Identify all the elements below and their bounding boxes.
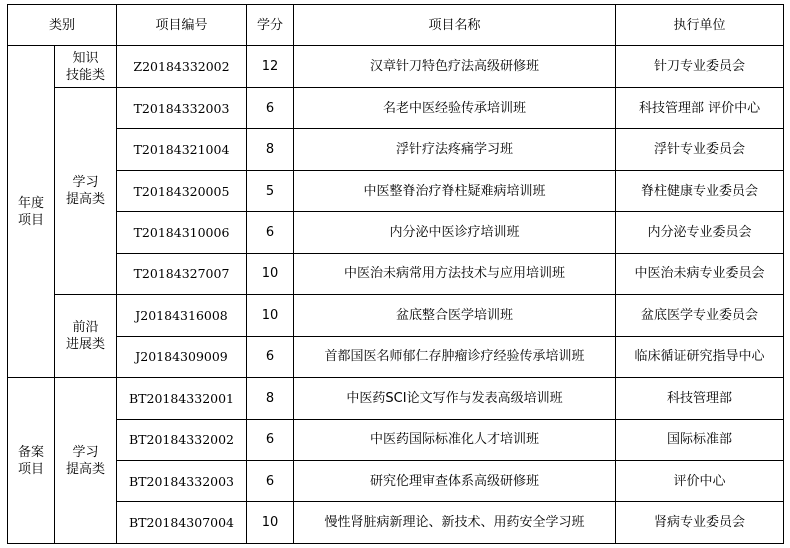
cell-name: 中医整脊治疗脊柱疑难病培训班 [294,170,616,211]
cell-credit: 6 [247,212,294,253]
table-row [8,87,784,128]
table-row [8,336,784,377]
cell-code: Z20184332002 [117,46,247,87]
cell-code: BT20184307004 [117,502,247,544]
cell-name: 研究伦理审查体系高级研修班 [294,460,616,501]
cell-credit: 6 [247,419,294,460]
table-row [8,253,784,294]
subcategory-frontier: 前沿 进展类 [55,295,117,378]
cell-code: T20184310006 [117,212,247,253]
table-row [8,212,784,253]
cell-code: T20184320005 [117,170,247,211]
cell-credit: 6 [247,87,294,128]
cell-credit: 6 [247,336,294,377]
header-credit: 学分 [247,5,294,46]
cell-unit: 国际标准部 [616,419,784,460]
cell-code: T20184332003 [117,87,247,128]
header-name: 项目名称 [294,5,616,46]
cell-unit: 针刀专业委员会 [616,46,784,87]
table-row [8,295,784,336]
cell-name: 盆底整合医学培训班 [294,295,616,336]
table-row [8,170,784,211]
group-filing: 备案 项目 [8,378,55,544]
cell-unit: 科技管理部 [616,378,784,419]
cell-name: 首都国医名师郁仁存肿瘤诊疗经验传承培训班 [294,336,616,377]
cell-code: BT20184332001 [117,378,247,419]
subcategory-knowledge: 知识 技能类 [55,46,117,87]
header-category: 类别 [8,5,117,46]
cell-credit: 10 [247,253,294,294]
cell-credit: 8 [247,378,294,419]
header-row [8,5,784,46]
cell-unit: 肾病专业委员会 [616,502,784,544]
cell-unit: 盆底医学专业委员会 [616,295,784,336]
cell-unit: 临床循证研究指导中心 [616,336,784,377]
cell-name: 慢性肾脏病新理论、新技术、用药安全学习班 [294,502,616,544]
cell-name: 内分泌中医诊疗培训班 [294,212,616,253]
cell-code: J20184316008 [117,295,247,336]
group-annual: 年度 项目 [8,46,55,378]
cell-credit: 5 [247,170,294,211]
subcategory-study: 学习 提高类 [55,378,117,544]
cell-credit: 8 [247,129,294,170]
cell-name: 浮针疗法疼痛学习班 [294,129,616,170]
table-row [8,129,784,170]
cell-unit: 评价中心 [616,460,784,501]
table-row [8,419,784,460]
cell-unit: 中医治未病专业委员会 [616,253,784,294]
cell-code: J20184309009 [117,336,247,377]
table-row [8,502,784,544]
cell-name: 汉章针刀特色疗法高级研修班 [294,46,616,87]
table-row [8,46,784,87]
subcategory-study: 学习 提高类 [55,87,117,294]
cell-credit: 12 [247,46,294,87]
cell-code: BT20184332002 [117,419,247,460]
cell-credit: 10 [247,502,294,544]
cell-code: BT20184332003 [117,460,247,501]
cell-name: 中医治未病常用方法技术与应用培训班 [294,253,616,294]
cell-name: 中医药国际标准化人才培训班 [294,419,616,460]
cell-unit: 脊柱健康专业委员会 [616,170,784,211]
table-row [8,378,784,419]
cell-code: T20184327007 [117,253,247,294]
cell-code: T20184321004 [117,129,247,170]
cell-unit: 科技管理部 评价中心 [616,87,784,128]
table-row [8,460,784,501]
cell-name: 中医药SCI论文写作与发表高级培训班 [294,378,616,419]
header-code: 项目编号 [117,5,247,46]
cell-credit: 10 [247,295,294,336]
cell-name: 名老中医经验传承培训班 [294,87,616,128]
project-table [7,4,784,544]
cell-unit: 浮针专业委员会 [616,129,784,170]
cell-credit: 6 [247,460,294,501]
cell-unit: 内分泌专业委员会 [616,212,784,253]
header-unit: 执行单位 [616,5,784,46]
